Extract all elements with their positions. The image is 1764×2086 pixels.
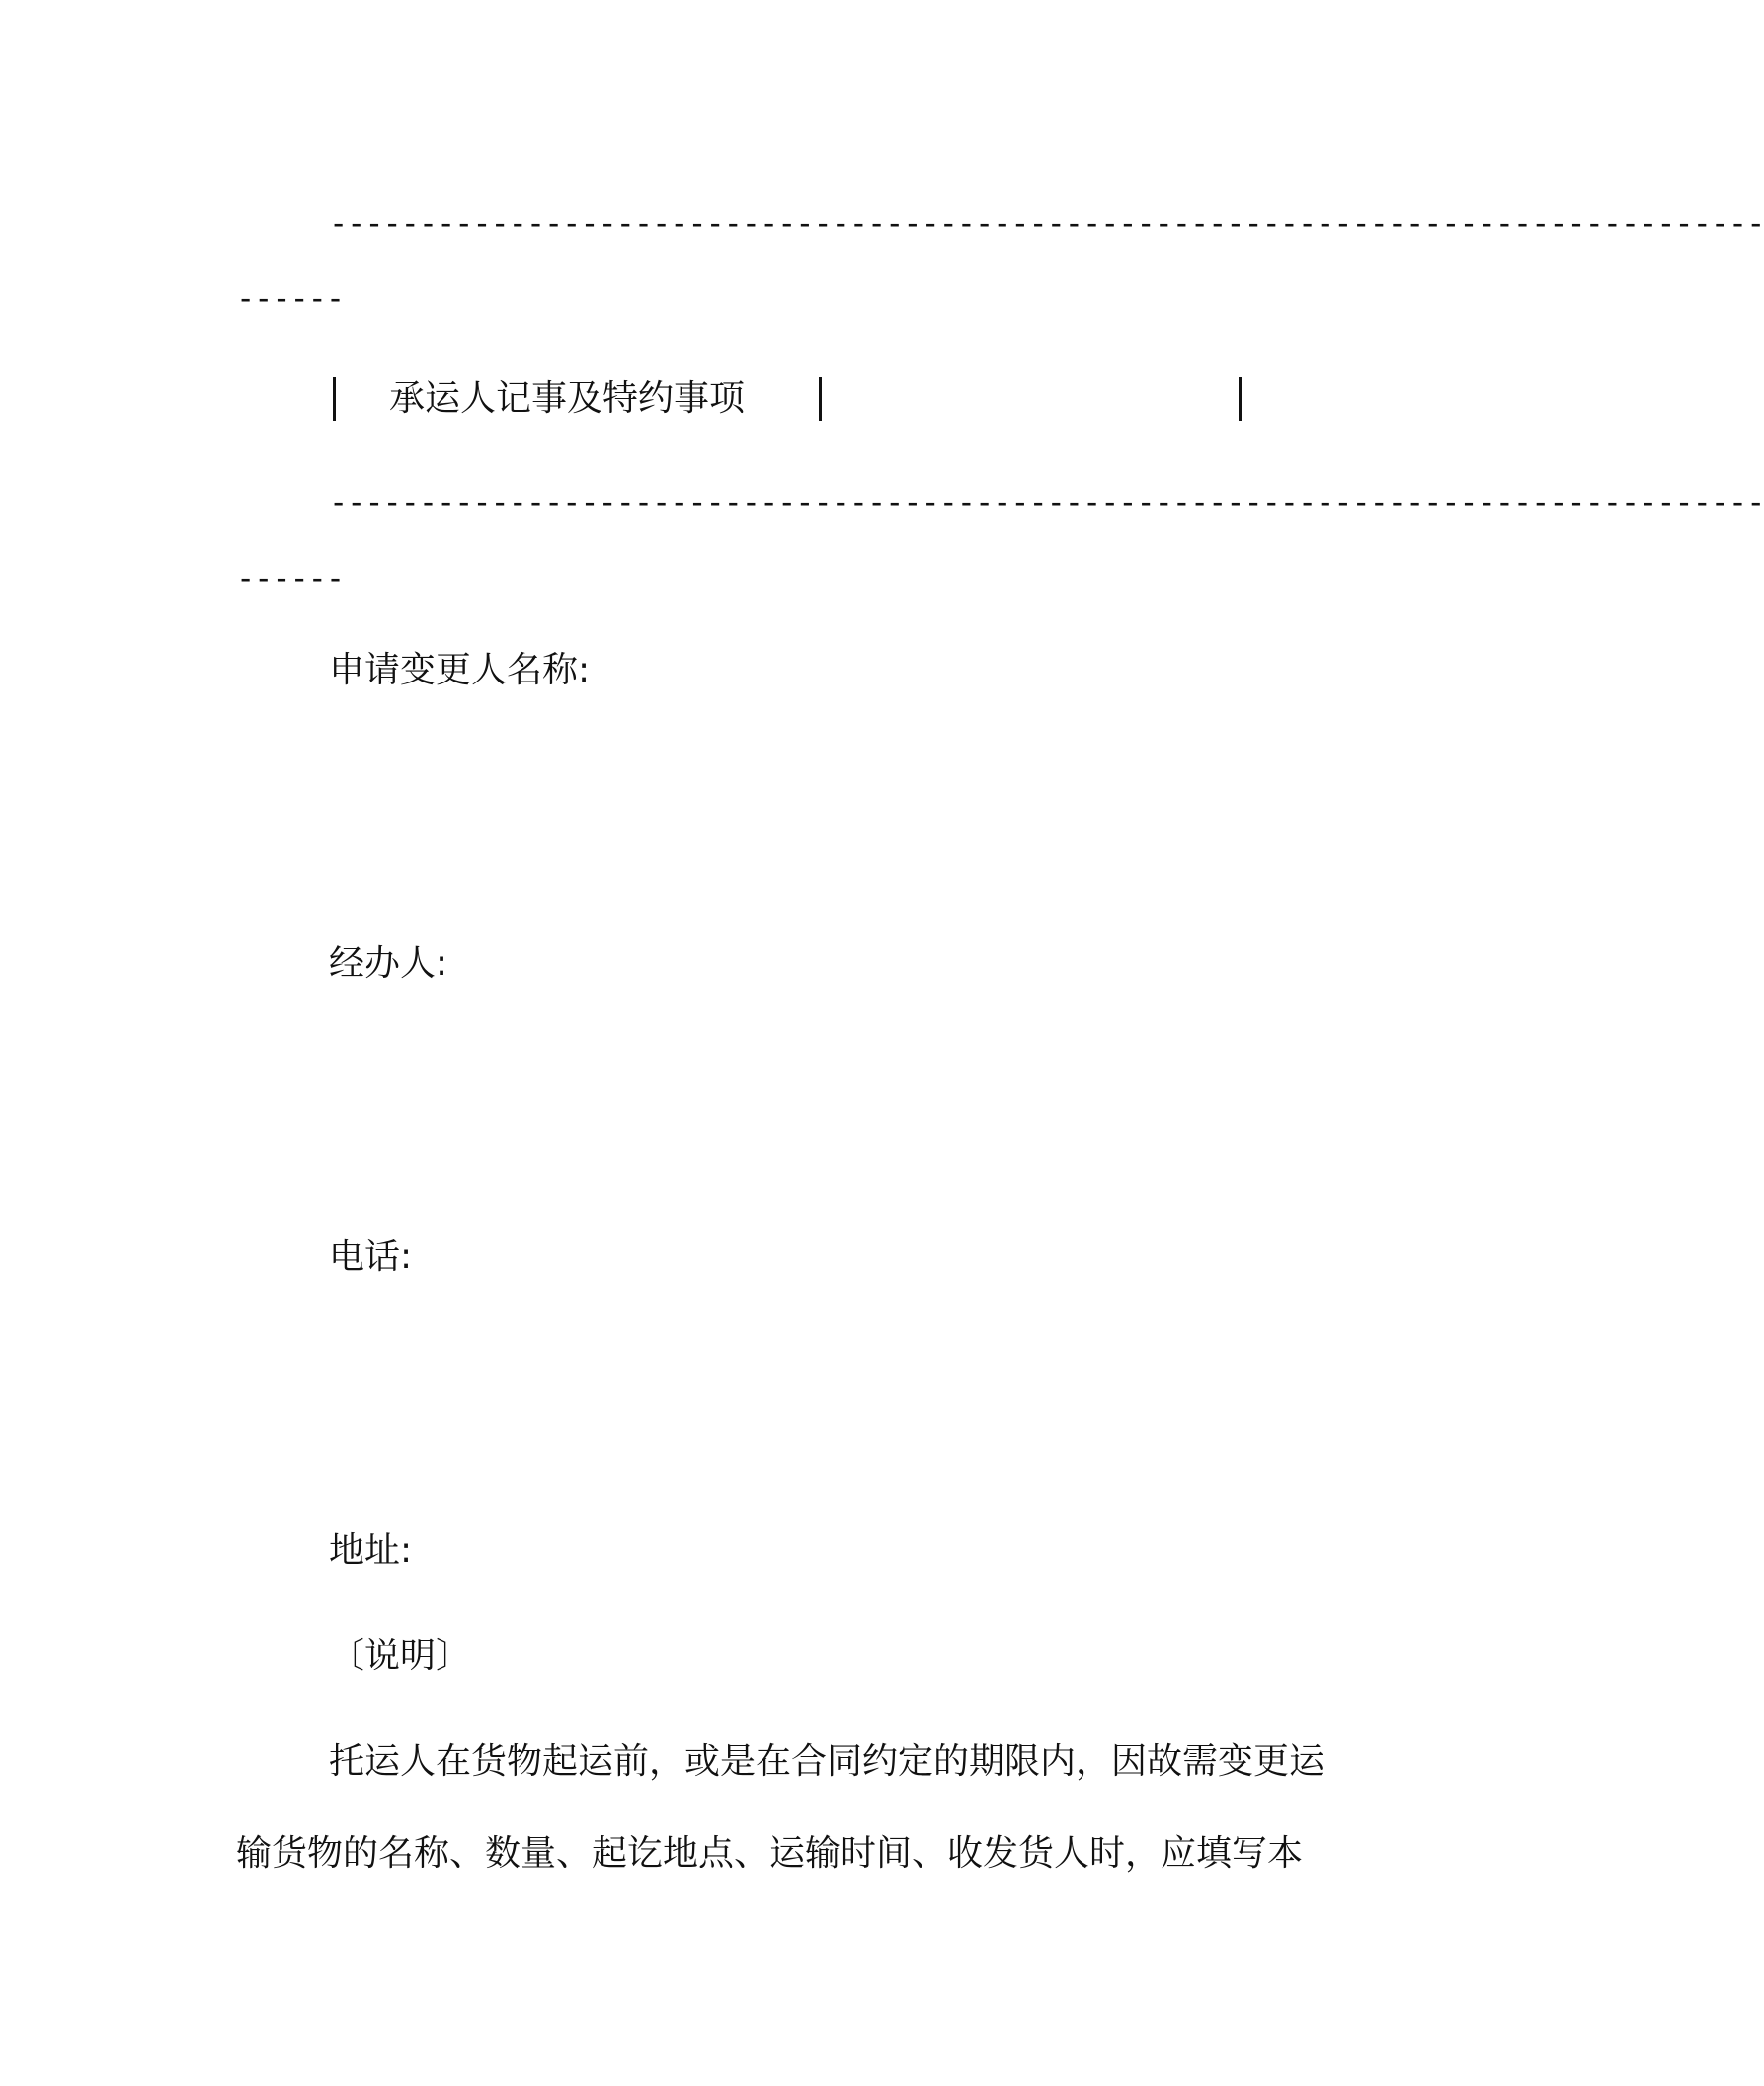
notes-paragraph-line-1: 托运人在货物起运前，或是在合同约定的期限内，因故需变更运 <box>329 1741 1325 1782</box>
table-rule-bottom: -------------------------------------------------------------------------------- <box>329 483 1764 521</box>
phone-label: 电话: <box>329 1237 413 1277</box>
table-border-left <box>333 377 336 421</box>
notes-paragraph-line-2: 输货物的名称、数量、起讫地点、运输时间、收发货人时，应填写本 <box>236 1833 1304 1874</box>
table-rule-bottom-continued: ------ <box>236 559 344 597</box>
applicant-name-label: 申请变更人名称: <box>329 650 591 690</box>
notes-heading: 〔说明〕 <box>329 1636 472 1676</box>
table-border-right <box>1239 377 1242 421</box>
table-rule-top-continued: ------ <box>236 280 344 317</box>
table-rule-top: -------------------------------------------------------------------------------- <box>329 204 1764 242</box>
address-label: 地址: <box>329 1530 413 1570</box>
table-cell-label: 承运人记事及特约事项 <box>389 378 746 419</box>
table-border-middle <box>819 377 822 421</box>
handler-label: 经办人: <box>329 943 448 984</box>
